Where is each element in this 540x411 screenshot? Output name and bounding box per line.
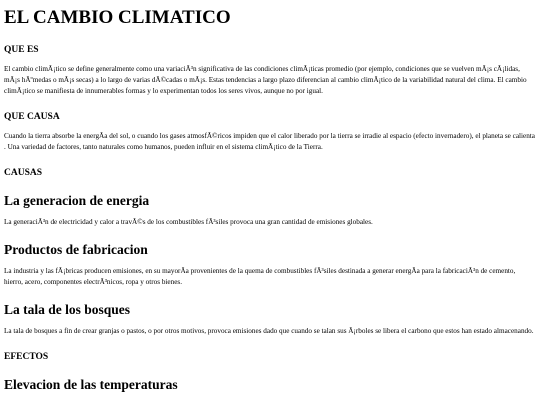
que-es-paragraph: El cambio climÃ¡tico se define generalmente como una variaciÃ³n significativa de las condiciones climÃ¡ticas promedio (por ejemplo, condiciones que se vuelven mÃ¡s cÃ¡lidas, mÃ¡s hÃºmedas o mÃ¡s secas) a lo largo de varias dÃ©cadas o mÃ¡s. Estas tendencias a largo plazo diferencian al cambio climÃ¡tico de la variabilidad natural del clima. El cambio climÃ¡tico se manifiesta de innumerables formas y lo experimentan todos los seres vivos, aunque no por igual. (4, 65, 527, 95)
section-heading-que-es: QUE ES (4, 45, 39, 55)
section-heading-causas: CAUSAS (4, 168, 43, 178)
cause-text-energia: La generaciÃ³n de electricidad y calor a travÃ©s de los combustibles fÃ³siles provoca una gran cantidad de emisiones globales. (4, 218, 373, 226)
effect-title-temperaturas: Elevacion de las temperaturas (4, 377, 178, 392)
section-heading-efectos: EFECTOS (4, 352, 49, 362)
cause-title-fabricacion: Productos de fabricacion (4, 242, 148, 257)
cause-title-tala: La tala de los bosques (4, 302, 131, 317)
section-heading-que-causa: QUE CAUSA (4, 112, 60, 122)
cause-title-energia: La generacion de energia (4, 193, 150, 208)
page-title: EL CAMBIO CLIMATICO (4, 7, 231, 28)
que-causa-paragraph: Cuando la tierra absorbe la energÃa del sol, o cuando los gases atmosfÃ©ricos impiden que el calor liberado por la tierra se irradie al espacio (efecto invernadero), el planeta se calienta . Una variedad de factores, tanto naturales como humanos, pueden influir en el sistema climÃ¡tico de la Tierra. (4, 132, 535, 151)
page-content (0, 6, 540, 393)
cause-text-fabricacion: La industria y las fÃ¡bricas producen emisiones, en su mayorÃa provenientes de la quema de combustibles fÃ³siles destinada a generar energÃa para la fabricaciÃ³n de cemento, hierro, acero, componentes electrÃ³nicos, ropa y otros bienes. (4, 267, 516, 286)
cause-text-tala: La tala de bosques a fin de crear granjas o pastos, o por otros motivos, provoca emisiones dado que cuando se talan sus Ã¡rboles se libera el carbono que estos han estado almacenando. (4, 327, 534, 335)
